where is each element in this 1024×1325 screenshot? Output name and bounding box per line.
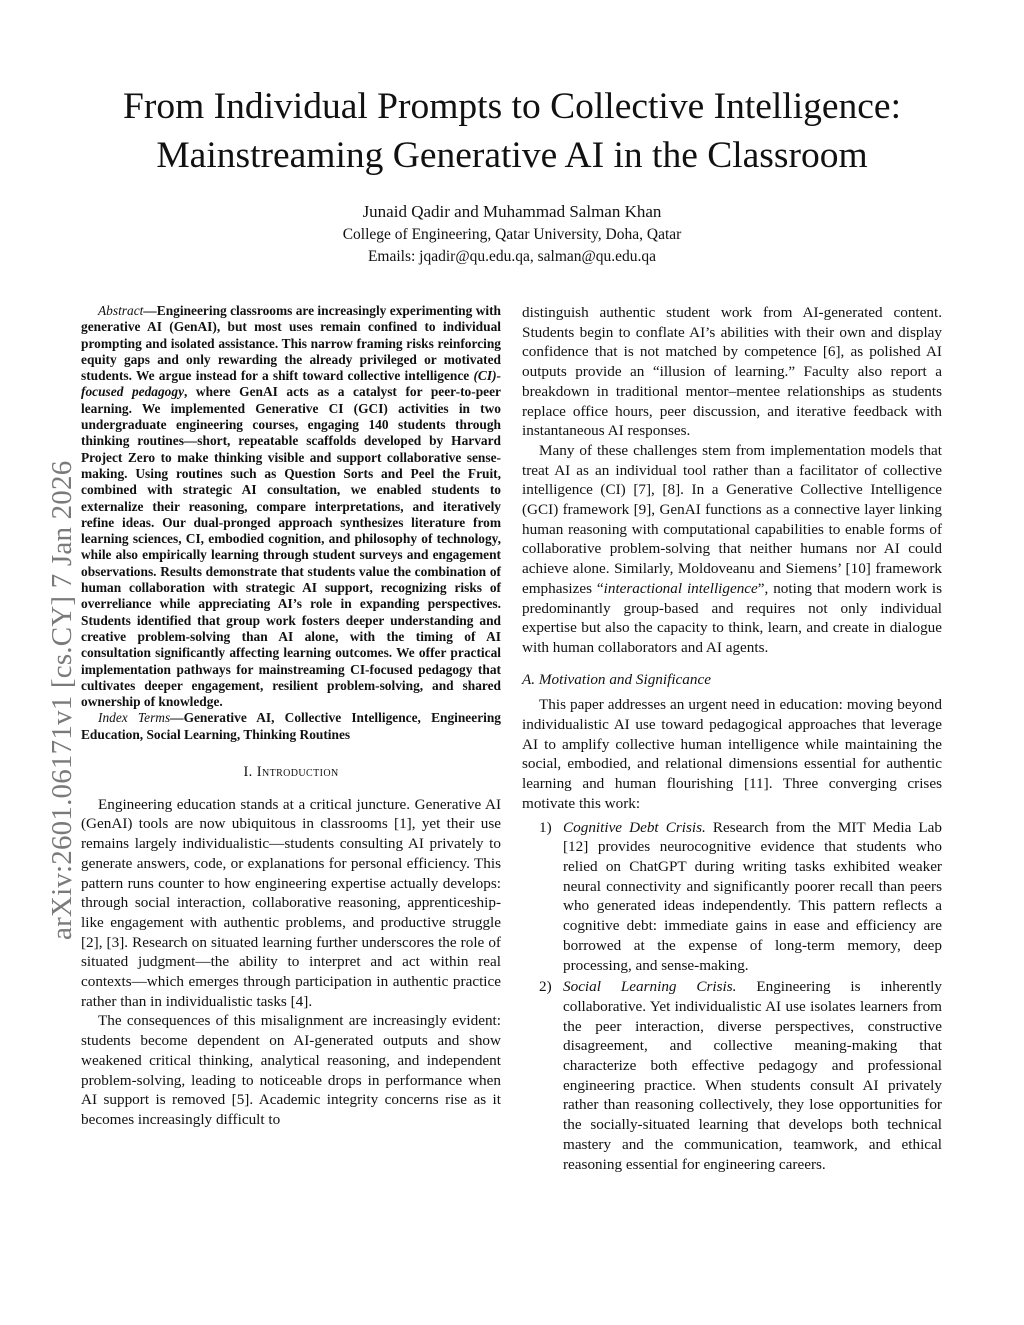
left-column — [81, 303, 501, 1130]
models-italic-term: interactional intelligence — [603, 579, 758, 597]
title-line-2: Mainstreaming Generative AI in the Classroom — [156, 135, 868, 176]
right-column — [522, 303, 942, 1176]
intro-paragraph-2: The consequences of this misalignment are increasingly evident: students become dependent on AI-generated outputs and show weakened critical thinking, analytical reasoning, and independent problem-solving, leading to noticeable drops in performance when AI support is removed [5]. Academic integrity concerns rise as it becomes increasingly difficult to — [81, 1012, 501, 1128]
crisis-title: Cognitive Debt Crisis. — [563, 818, 706, 836]
crisis-number: 2) — [539, 978, 552, 996]
crisis-text: Engineering is inherently collaborative. Yet individualistic AI use isolates learners from the peer interaction, diverse perspectives, constructive disagreement, and collective meaning-making that characterize both effective pedagogy and professional engineering practice. When students consult AI privately rather than reasoning collectively, they lose opportunities for the socially-situated learning that develops both technical mastery and the communication, teamwork, and ethical reasoning essential for engineering careers. — [563, 978, 942, 1173]
author-names: Junaid Qadir and Muhammad Salman Khan — [362, 202, 662, 221]
index-terms-text: Generative AI, Collective Intelligence, Engineering Education, Social Learning, Thinking Routines — [81, 710, 502, 742]
crisis-text: Research from the MIT Media Lab [12] provides neurocognitive evidence that students who relied on ChatGPT during writing tasks exhibited weaker neural connectivity and significantly poorer recall than peers who generated ideas independently. This pattern reflects a cognitive debt: immediate gains in ease and efficiency are borrowed at the expense of long-term memory, deep processing, and sense-making. — [563, 818, 942, 974]
arxiv-identifier: arXiv:2601.06171v1 [cs.CY] 7 Jan 2026 — [46, 460, 78, 940]
crisis-number: 1) — [539, 818, 552, 836]
abstract-text-before: Engineering classrooms are increasingly experimenting with generative AI (GenAI), but most uses remain confined to individual prompting and isolated assistance. This narrow framing risks reinforcing equity gaps and only rewarding the already privileged or motivated students. We argue instead for a shift toward collective intelligence — [81, 303, 501, 384]
crisis-item — [522, 818, 942, 976]
models-text-before: Many of these challenges stem from implementation models that treat AI as an individual tool rather than a facilitator of collective intelligence (CI) [7], [8]. In a Generative Collective Intelligence (GCI) framework [9], GenAI functions as a connective layer linking human reasoning with computational capabilities to enable forms of collaborative problem-solving that neither humans nor AI could achieve alone. Similarly, Moldoveanu and Siemens’ [10] framework emphasizes “ — [522, 441, 942, 597]
author-block — [60, 201, 964, 268]
abstract — [81, 303, 501, 710]
author-affiliation: College of Engineering, Qatar University, Doha, Qatar — [342, 226, 682, 243]
intro-paragraph-1: Engineering education stands at a critical juncture. Generative AI (GenAI) tools are now ubiquitous in classrooms [1], yet their use remains largely individualistic—students consulting AI privately to generate answers, code, or explanations for personal efficiency. This pattern runs counter to how engineering expertise actually develops: through social interaction, collaborative reasoning, apprenticeship-like engagement with authentic problems, and productive struggle [2], [3]. Research on situated learning further underscores the role of situated judgment—the ability to interpret and act within real contexts—which emerges through participation in authentic practice rather than in individualistic tasks [4]. — [81, 795, 501, 1010]
paper-title — [60, 82, 964, 180]
section-heading-introduction: I. Introduction — [243, 764, 339, 781]
crisis-list — [522, 818, 942, 1175]
abstract-text-after: , where GenAI acts as a catalyst for peer-to-peer learning. We implemented Generative CI (GCI) activities in two undergraduate engineering courses, engaging 140 students through thinking routines—short, repeatable scaffolds developed by Harvard Project Zero to make thinking visible and support collaborative sense-making. Using routines such as Question Sorts and Peel the Fruit, combined with strategic AI consultation, we enabled students to externalize their reasoning, compare interpretations, and iteratively refine ideas. Our dual-pronged approach synthesizes literature from learning sciences, CI, embodied cognition, and philosophy of technology, while also empirically learning through student surveys and engagement observations. Results demonstrate that students value the combination of human collaboration with strategic AI support, recognizing risks of overreliance while appreciating AI’s role in expanding perspectives. Students identified that group work fosters deeper understanding and creative problem-solving than AI alone, with the timing of AI consultation significantly affecting learning outcomes. We offer practical implementation pathways for mainstreaming CI-focused pedagogy that cultivates deeper engagement, resilient problem-solving, and shared ownership of knowledge. — [81, 384, 501, 710]
abstract-label-wrap — [98, 303, 157, 318]
index-terms-dash: — — [170, 710, 184, 726]
abstract-dash: — — [143, 303, 157, 318]
crisis-title: Social Learning Crisis. — [563, 978, 737, 996]
subsection-heading-motivation: A. Motivation and Significance — [522, 670, 711, 688]
paragraph-continued: distinguish authentic student work from AI-generated content. Students begin to conflate AI’s abilities with their own and display confidence that is not matched by competence [6], as polished AI outputs provide an “illusion of learning.” Faculty also report a breakdown in traditional mentor–mentee relationships as students replace office hours, peer discussion, and iterative feedback with instantaneous AI responses. — [522, 304, 942, 440]
paragraph-implementation-models — [522, 441, 942, 658]
index-terms-label: Index Terms — [98, 710, 171, 726]
models-text-after: ”, noting that modern work is predominantly group-based and requires not only individual expertise but also the capacity to think, learn, and create in dialogue with human collaborators and AI agents. — [522, 579, 942, 656]
author-emails: Emails: jqadir@qu.edu.qa, salman@qu.edu.qa — [367, 248, 657, 265]
title-line-1: From Individual Prompts to Collective Intelligence: — [123, 86, 901, 127]
paragraph-motivation: This paper addresses an urgent need in education: moving beyond individualistic AI use toward pedagogical approaches that leverage AI to amplify collective human intelligence while maintaining the social, embodied, and relational dimensions essential for authentic learning and human flourishing [11]. Three converging crises motivate this work: — [522, 696, 942, 812]
abstract-italic-term: (CI)-focused pedagogy — [81, 368, 501, 400]
index-terms-label-wrap — [98, 710, 184, 725]
crisis-item — [522, 977, 942, 1174]
abstract-label: Abstract — [98, 303, 144, 318]
index-terms — [81, 710, 501, 743]
arxiv-side-stamp — [0, 0, 78, 1325]
